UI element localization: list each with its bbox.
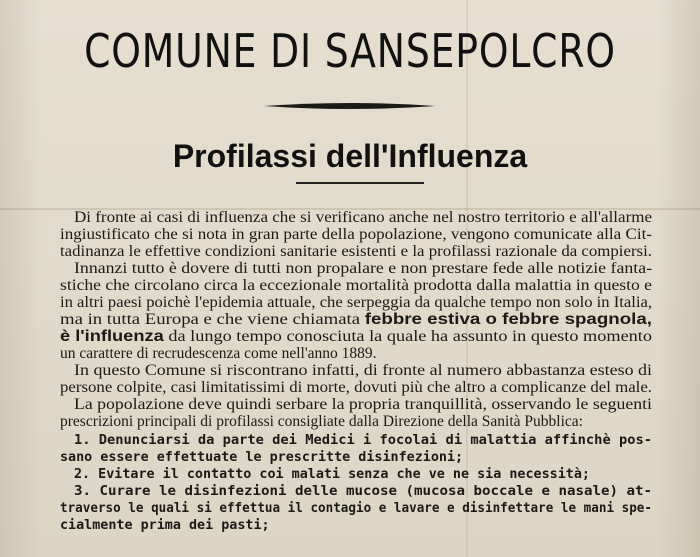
prescription-line: cialmente prima dei pasti; <box>60 518 270 533</box>
body-line: In questo Comune si riscontrano infatti, di fronte al numero abbastanza esteso di <box>74 362 653 379</box>
body-line: prescrizioni principali di profilassi consigliate dalla Direzione della Sanità Pubblica: <box>60 413 583 430</box>
prescription-line: traverso le quali si effettua il contagio e lavare e disinfettare le mani spe- <box>60 501 652 516</box>
prescription-line: 3. Curare le disinfezioni delle mucose (mucosa boccale e nasale) at- <box>74 484 652 499</box>
body-line: Innanzi tutto è dovere di tutti non propalare e non prestare fede alle notizie fanta- <box>74 260 653 277</box>
body-text: da lungo tempo conosciuta la quale ha assunto in questo momento <box>163 328 653 345</box>
body-line <box>60 311 652 328</box>
notice-body <box>60 209 652 534</box>
poster-subtitle: Profilassi dell'Influenza <box>172 138 528 174</box>
body-line: ingiustificato che si nota in gran parte della popolazione, vengono comunicate alla Cit- <box>60 226 652 243</box>
body-line: in altri paesi poichè l'epidemia attuale, che serpeggia da qualche tempo non solo in Italia, <box>60 294 653 311</box>
body-text: ma in tutta Europa e che viene chiamata <box>60 311 365 328</box>
body-line <box>60 328 652 345</box>
prescription-line: 2. Evitare il contatto coi malati senza che ve ne sia necessità; <box>74 467 590 482</box>
bold-phrase: febbre estiva o febbre spagnola, <box>364 311 652 328</box>
body-line: tadinanza le effettive condizioni sanitarie esistenti e la profilassi razionale da compiersi. <box>60 243 652 260</box>
poster-title: COMUNE DI SANSEPOLCRO <box>84 24 616 78</box>
body-line: La popolazione deve quindi serbare la propria tranquillità, osservando le seguenti <box>74 396 652 413</box>
body-line: persone colpite, casi limitatissimi di morte, dovuti più che altro a complicanze del male. <box>60 379 653 396</box>
bold-phrase: è l'influenza <box>60 328 164 345</box>
body-line: un carattere di recrudescenza come nell'anno 1889. <box>60 345 377 362</box>
body-line: stiche che circolano circa la eccezionale mortalità prodotta dalla malattia in questo e <box>60 277 652 294</box>
subtitle-underline <box>296 182 424 184</box>
prescription-line: sano essere effettuate le prescritte disinfezioni; <box>60 450 464 465</box>
ornament-divider <box>262 99 438 113</box>
body-line: Di fronte ai casi di influenza che si verificano anche nel nostro territorio e all'allarme <box>74 209 653 226</box>
prescription-line: 1. Denunciarsi da parte dei Medici i focolai di malattia affinchè pos- <box>74 433 653 448</box>
